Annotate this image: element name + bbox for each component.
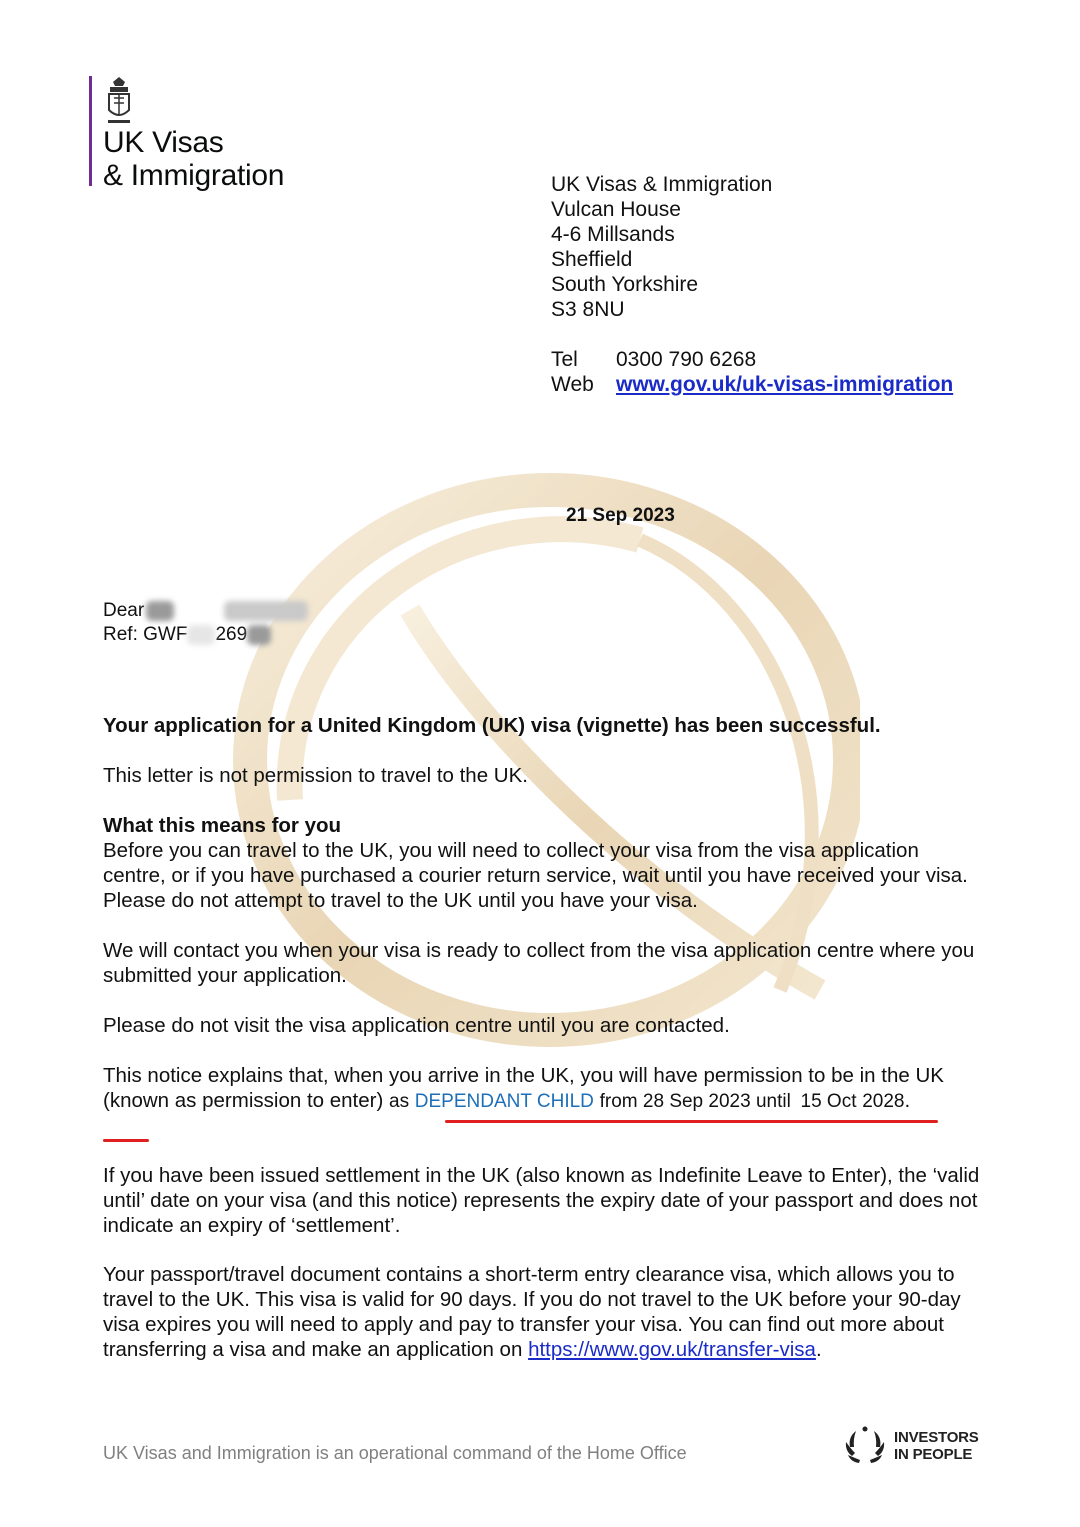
royal-crest-icon [104, 76, 134, 128]
contact-details [551, 347, 953, 397]
address-line: UK Visas & Immigration [551, 173, 773, 196]
short-term-body: Your passport/travel document contains a short-term entry clearance visa, which allows you to travel to the UK. This visa is valid for 90 days. If you do not travel to the UK before your 90-day visa expires you will need to apply and pay to transfer your visa. You can find out more about transferring a visa and make an application on [103, 1263, 961, 1361]
tel-label: Tel [551, 348, 578, 371]
address-line: South Yorkshire [551, 273, 699, 296]
salutation-block [103, 599, 308, 647]
permission-suffix: . [904, 1089, 911, 1112]
permission-text [103, 1063, 983, 1114]
redacted-ref [187, 625, 215, 645]
section-title: What this means for you [103, 814, 342, 837]
annotation-underline [445, 1120, 938, 1123]
brand-line-2: & Immigration [103, 159, 285, 192]
brand-line-1: UK Visas [103, 126, 224, 159]
short-term-suffix: . [815, 1338, 822, 1361]
laurel-icon [842, 1423, 888, 1469]
annotation-underline-year [103, 1139, 149, 1142]
reference-row [103, 623, 308, 647]
letter-date: 21 Sep 2023 [566, 505, 675, 526]
redacted-name-2 [224, 601, 308, 621]
investors-in-people-logo [842, 1423, 982, 1469]
tel-value: 0300 790 6268 [616, 348, 757, 371]
redacted-name [146, 601, 174, 621]
badge-line-2: IN PEOPLE [894, 1446, 973, 1463]
address-line: Vulcan House [551, 198, 681, 221]
tel-row [551, 347, 953, 372]
salutation-row [103, 599, 308, 623]
reference-visible: 269 [215, 624, 248, 645]
reference-prefix: Ref: GWF [103, 624, 188, 645]
permission-until-year: 2028 [862, 1091, 905, 1112]
contact-text: We will contact you when your visa is ready to collect from the visa application centre where you submitted your application. [103, 939, 975, 987]
short-term-text [103, 1262, 983, 1362]
transfer-visa-link[interactable]: https://www.gov.uk/transfer-visa [528, 1338, 816, 1361]
permission-as: as [389, 1091, 410, 1112]
do-not-visit-text: Please do not visit the visa application centre until you are contacted. [103, 1014, 730, 1037]
headline: Your application for a United Kingdom (UK) visa (vignette) has been successful. [103, 714, 881, 737]
address-line: S3 8NU [551, 298, 625, 321]
web-label: Web [551, 373, 594, 396]
investors-in-people-text [894, 1429, 979, 1463]
permission-category: DEPENDANT CHILD [414, 1091, 594, 1112]
salutation: Dear [103, 600, 145, 621]
address-line: Sheffield [551, 248, 633, 271]
redacted-ref-2 [247, 625, 271, 645]
return-address [551, 172, 772, 322]
footer-text: UK Visas and Immigration is an operational command of the Home Office [103, 1443, 687, 1463]
permission-from: from 28 Sep 2023 until [599, 1091, 791, 1112]
badge-line-1: INVESTORS [894, 1429, 979, 1446]
brand-accent-bar [89, 76, 92, 186]
web-link[interactable]: www.gov.uk/uk-visas-immigration [616, 373, 954, 396]
collect-visa-text: Before you can travel to the UK, you will need to collect your visa from the visa application centre, or if you have purchased a courier return service, wait until you have received your visa. Please do not attempt to travel to the UK until you have your visa. [103, 839, 968, 912]
brand-name [103, 126, 284, 192]
settlement-text: If you have been issued settlement in the UK (also known as Indefinite Leave to Enter), the ‘valid until’ date on your visa (and this notice) represents the expiry date of your passport and does not indicate an expiry of ‘settlement’. [103, 1164, 980, 1237]
not-permission-text: This letter is not permission to travel to the UK. [103, 764, 528, 787]
web-row [551, 372, 953, 397]
permission-until-day: 15 Oct [800, 1091, 857, 1112]
address-line: 4-6 Millsands [551, 223, 675, 246]
permission-prefix: This notice explains that, when you arrive in the UK, you will have permission to be in the UK (known as permission to enter) [103, 1064, 944, 1112]
